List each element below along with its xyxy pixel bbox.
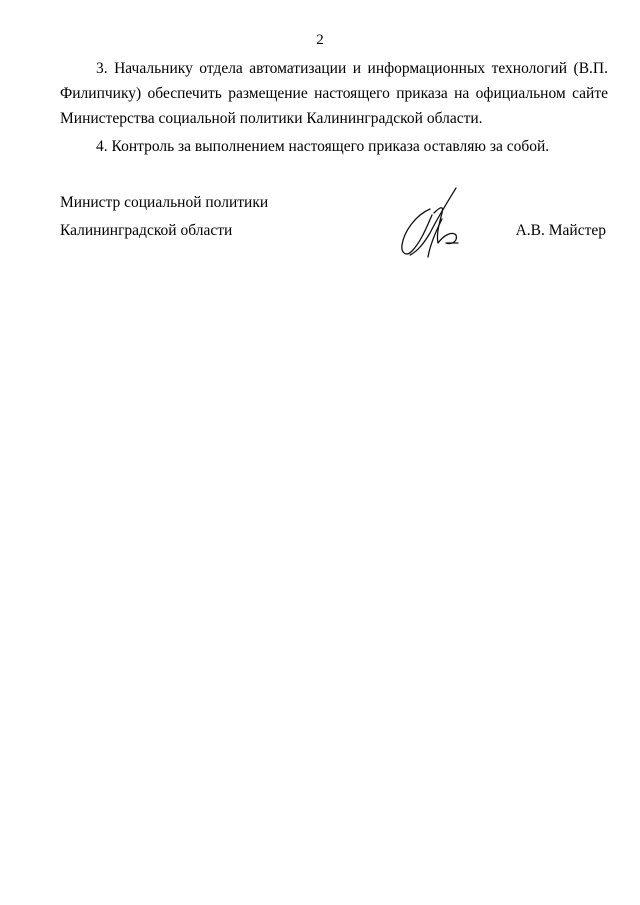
handwritten-signature bbox=[394, 185, 468, 263]
signatory-name: А.В. Майстер bbox=[515, 222, 606, 239]
paragraph-item-4: 4. Контроль за выполнением настоящего приказа оставляю за собой. bbox=[96, 138, 550, 155]
page-number: 2 bbox=[316, 32, 324, 48]
signatory-position-line-2 bbox=[60, 220, 608, 242]
document-body bbox=[60, 56, 608, 159]
signatory-region: Калининградской области bbox=[60, 222, 233, 239]
signatory-position-line-1: Министр социальной политики bbox=[60, 194, 269, 211]
paragraph-item-3: 3. Начальнику отдела автоматизации и информационных технологий (В.П. Филипчику) обеспечить размещение настоящего приказа на официальном сайте Министерства социальной политики Калининградской области. bbox=[60, 60, 608, 127]
